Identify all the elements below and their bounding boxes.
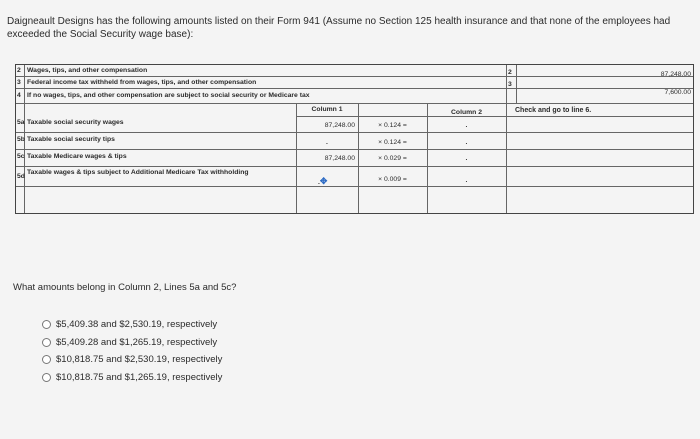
column-1-header: Column 1 xyxy=(311,106,343,113)
line-5d-number: 5d xyxy=(17,173,25,180)
line-2-value: 87,248.00 xyxy=(660,71,691,78)
answer-options xyxy=(42,316,222,386)
line-5b-multiplier: × 0.124 = xyxy=(378,139,407,146)
line-5d-column-1[interactable] xyxy=(318,176,327,187)
line-5b-label: Taxable social security tips xyxy=(27,136,115,143)
line-4-label: If no wages, tips, and other compensation are subject to social security or Medicare tax xyxy=(27,92,310,99)
line-5c-column-1: 87,248.00 xyxy=(324,155,355,162)
line-5c-multiplier: × 0.029 = xyxy=(378,155,407,162)
line-5d-multiplier: × 0.009 = xyxy=(378,176,407,183)
line-5c-column-2[interactable]: . xyxy=(465,155,468,162)
line-5b-column-2[interactable]: . xyxy=(465,139,468,146)
answer-option[interactable] xyxy=(42,316,222,334)
radio-button[interactable] xyxy=(42,320,51,329)
line-5a-column-2[interactable]: . xyxy=(465,122,468,129)
line-5b-column-1[interactable]: . xyxy=(326,139,328,146)
line-5d-column-1-value: . xyxy=(318,179,320,186)
line-5d-label: Taxable wages & tips subject to Additional Medicare Tax withholding xyxy=(27,169,249,176)
problem-statement: Daigneault Designs has the following amounts listed on their Form 941 (Assume no Section 125 health insurance and that none of the employees had exceeded the Social Security wage base): xyxy=(7,16,671,40)
line-2-number: 2 xyxy=(17,67,21,74)
line-2-box-number: 2 xyxy=(508,69,512,76)
answer-option-label: $10,818.75 and $1,265.19, respectively xyxy=(56,371,223,383)
line-2-label: Wages, tips, and other compensation xyxy=(27,67,148,74)
question-text: What amounts belong in Column 2, Lines 5a and 5c? xyxy=(13,282,237,293)
answer-option-label: $5,409.28 and $1,265.19, respectively xyxy=(56,336,218,348)
line-3-label: Federal income tax withheld from wages, tips, and other compensation xyxy=(27,79,257,86)
line-4-number: 4 xyxy=(17,92,21,99)
radio-button[interactable] xyxy=(42,338,51,347)
line-5a-number: 5a xyxy=(17,119,25,126)
line-3-box-number: 3 xyxy=(508,81,512,88)
line-5c-number: 5c xyxy=(17,153,25,160)
line-3-number: 3 xyxy=(17,79,21,86)
check-box-label: Check and go to line 6. xyxy=(515,107,592,114)
line-3-value: 7,600.00 xyxy=(664,89,691,96)
radio-button[interactable] xyxy=(42,373,51,382)
answer-option[interactable] xyxy=(42,369,222,387)
answer-option-label: $10,818.75 and $2,530.19, respectively xyxy=(56,354,223,366)
answer-option[interactable] xyxy=(42,334,222,352)
radio-button[interactable] xyxy=(42,355,51,364)
answer-option-label: $5,409.38 and $2,530.19, respectively xyxy=(56,319,218,331)
column-2-header: Column 2 xyxy=(451,109,482,116)
line-5a-column-1: 87,248.00 xyxy=(324,122,355,129)
form-941-excerpt xyxy=(15,64,694,214)
line-5a-multiplier: × 0.124 = xyxy=(378,122,407,129)
line-5c-label: Taxable Medicare wages & tips xyxy=(27,153,127,160)
line-5b-number: 5b xyxy=(17,136,25,143)
line-5a-label: Taxable social security wages xyxy=(27,119,124,126)
answer-option[interactable] xyxy=(42,351,222,369)
move-cursor-icon: ✥ xyxy=(319,176,328,186)
line-5d-column-2[interactable]: . xyxy=(465,177,468,184)
